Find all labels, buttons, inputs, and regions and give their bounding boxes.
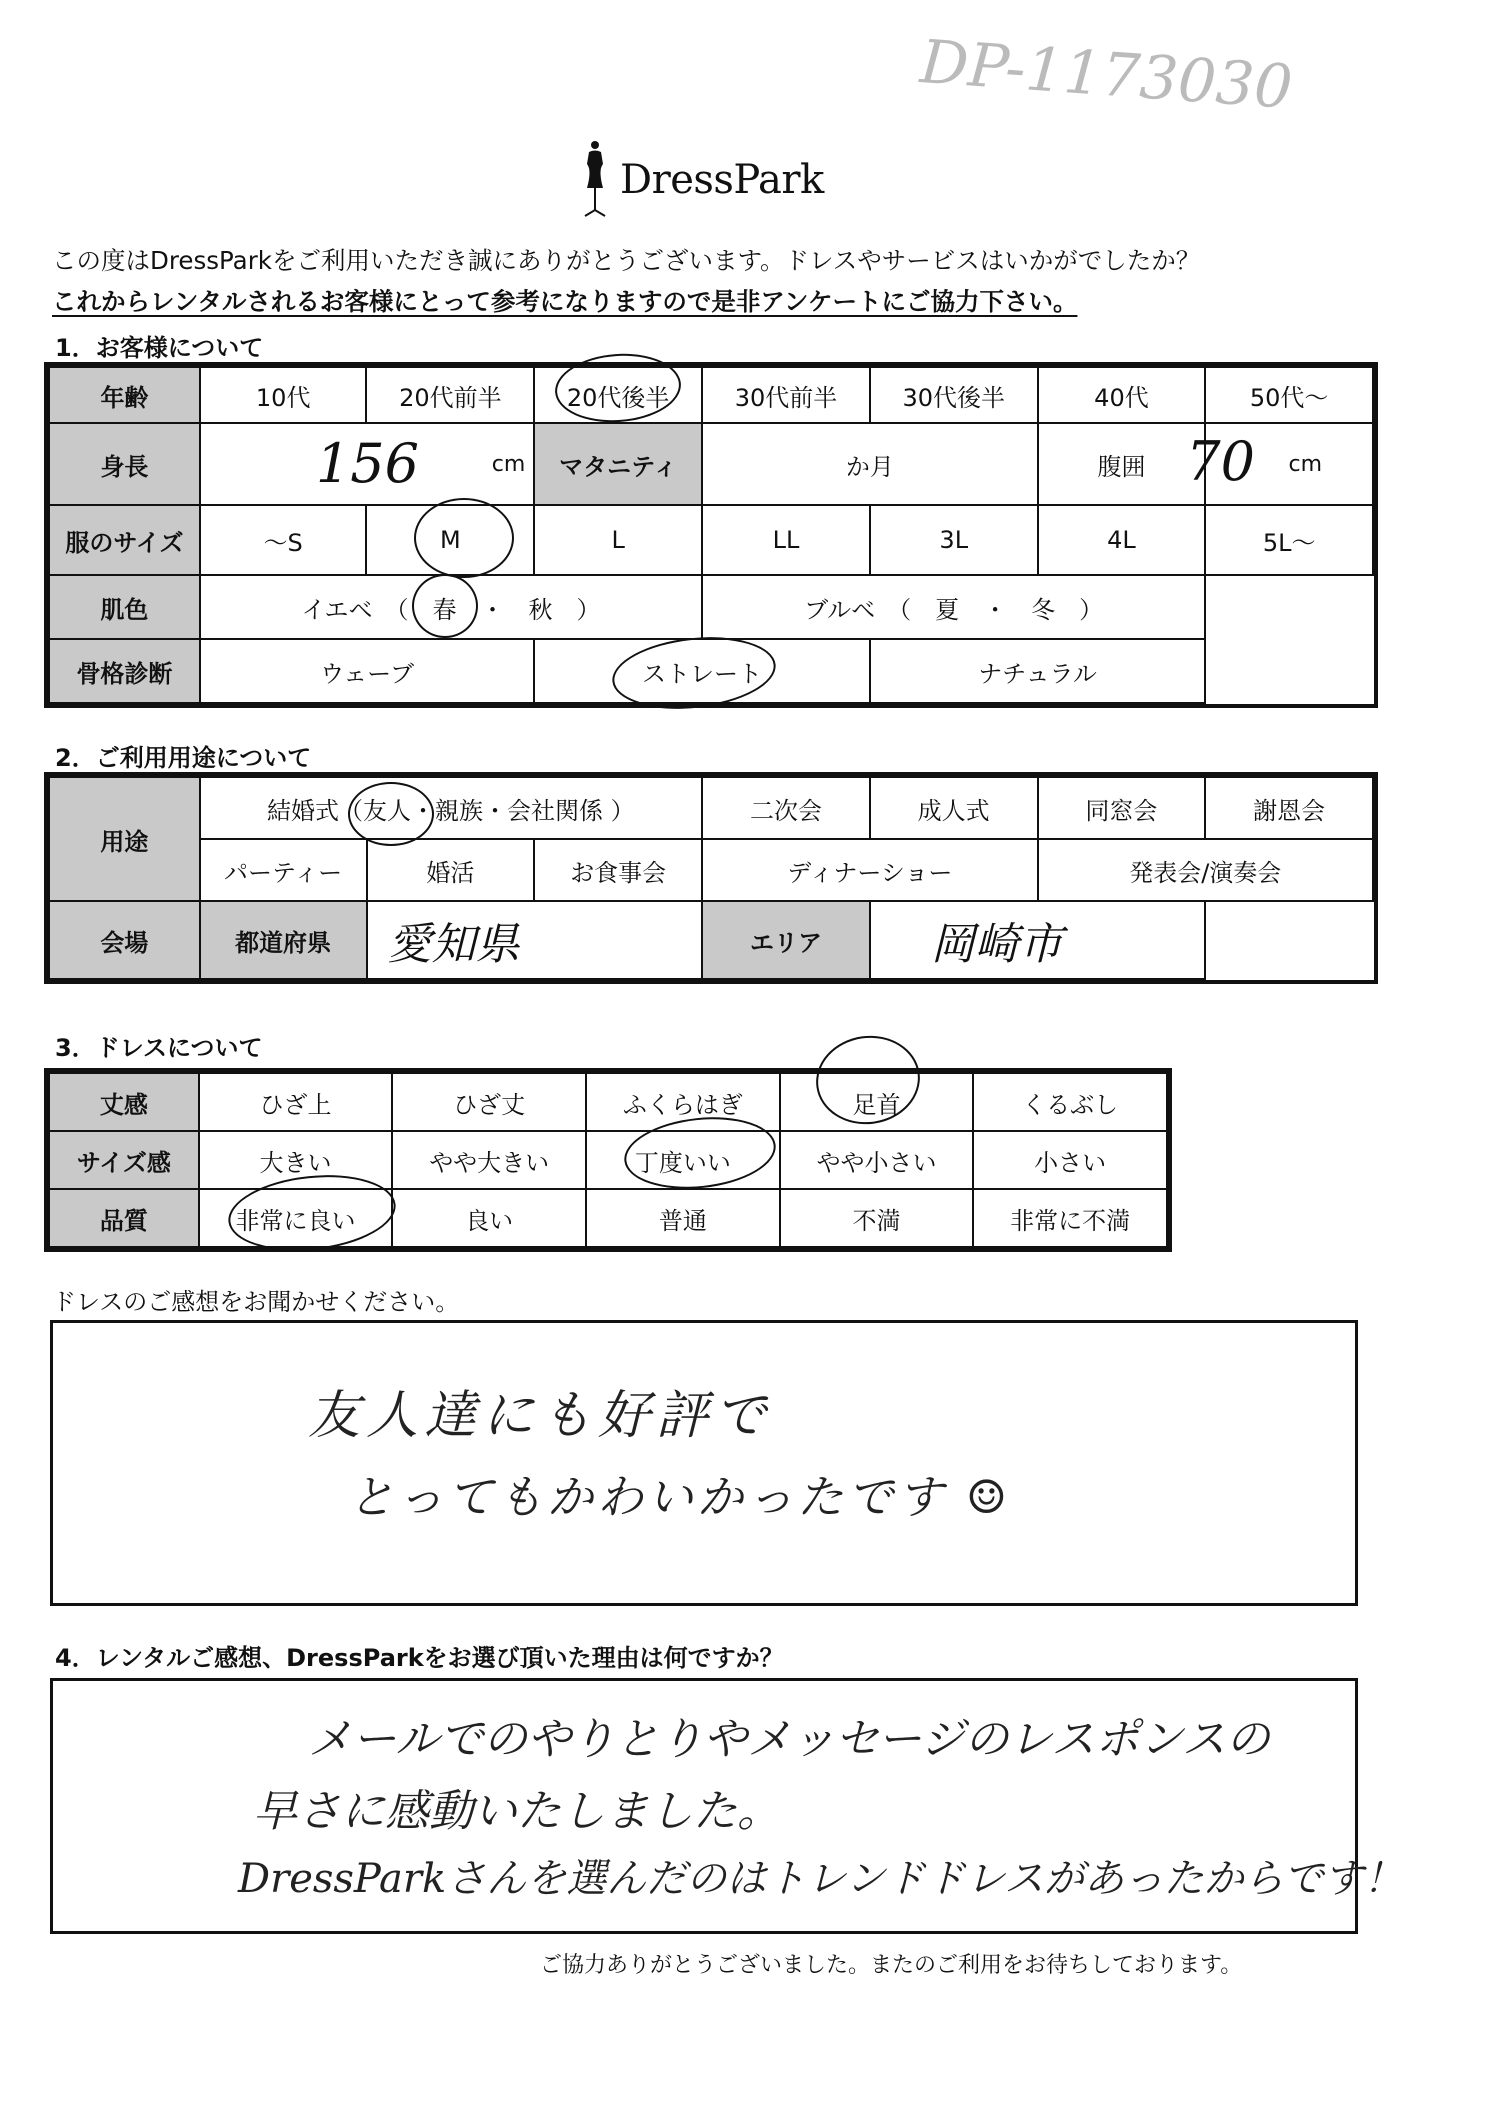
age-option[interactable]: 20代前半 <box>366 367 534 423</box>
waist-label: 腹囲 <box>1038 423 1206 505</box>
frame-label: 骨格診断 <box>49 639 200 703</box>
height-label: 身長 <box>49 423 200 505</box>
size-option[interactable]: 3L <box>870 505 1038 575</box>
purpose-option[interactable]: ディナーショー <box>702 839 1037 901</box>
skin-blue-option[interactable]: ブルベ （ 夏 ・ 冬 ） <box>702 575 1205 639</box>
skin-label: 肌色 <box>49 575 200 639</box>
purpose-option[interactable]: 成人式 <box>870 777 1038 839</box>
size-label: 服のサイズ <box>49 505 200 575</box>
purpose-wedding[interactable]: 結婚式（友人・親族・会社関係 ） <box>200 777 702 839</box>
size-option-selected[interactable]: M <box>366 505 534 575</box>
age-label: 年齢 <box>49 367 200 423</box>
frame-option[interactable]: ナチュラル <box>870 639 1205 703</box>
fit-option[interactable]: 大きい <box>199 1131 393 1189</box>
selection-circle <box>412 574 478 638</box>
purpose-option[interactable]: お食事会 <box>534 839 702 901</box>
size-row <box>49 505 1373 575</box>
purpose-option[interactable]: 婚活 <box>367 839 535 901</box>
size-option[interactable]: L <box>534 505 702 575</box>
height-unit: cm <box>491 452 526 477</box>
comment-prompt: ドレスのご感想をお聞かせください。 <box>52 1288 460 1316</box>
stamp-number: DP-1173030 <box>918 27 1295 123</box>
footer-thanks: ご協力ありがとうございました。またのご利用をお待ちしております。 <box>540 1953 1243 1978</box>
age-option[interactable]: 50代～ <box>1205 367 1373 423</box>
comment-line-1: 友人達にも好評で <box>308 1386 773 1446</box>
fit-option[interactable]: やや大きい <box>392 1131 586 1189</box>
area-label: エリア <box>702 901 870 979</box>
fit-label: サイズ感 <box>49 1131 199 1189</box>
venue-label: 会場 <box>49 901 200 979</box>
selection-circle <box>414 498 514 578</box>
length-option[interactable]: くるぶし <box>973 1073 1167 1131</box>
section3-title: 3．ドレスについて <box>55 1034 263 1062</box>
age-option[interactable]: 30代前半 <box>702 367 870 423</box>
brand-name: DressPark <box>620 157 824 203</box>
pref-field[interactable] <box>367 901 703 979</box>
quality-option[interactable]: 普通 <box>586 1189 780 1247</box>
age-option[interactable]: 10代 <box>200 367 367 423</box>
age-option-selected[interactable]: 20代後半 <box>534 367 702 423</box>
pref-label: 都道府県 <box>200 901 367 979</box>
quality-option-selected[interactable]: 非常に良い <box>199 1189 393 1247</box>
age-option[interactable]: 30代後半 <box>870 367 1038 423</box>
area-value: 岡崎市 <box>930 919 1063 970</box>
reason-answer-box[interactable] <box>50 1678 1404 1934</box>
answer-line-2: 早さに感動いたしました。 <box>253 1786 781 1837</box>
usage-table <box>48 776 1374 980</box>
size-option[interactable]: 4L <box>1038 505 1206 575</box>
dress-comment-box[interactable] <box>50 1320 1358 1606</box>
age-row <box>49 367 1373 423</box>
maternity-unit: か月 <box>845 452 894 481</box>
quality-option[interactable]: 不満 <box>780 1189 974 1247</box>
skin-row <box>49 575 1373 639</box>
section2-title: 2．ご利用用途について <box>55 744 312 772</box>
answer-line-1: メールでのやりとりやメッセージのレスポンスの <box>308 1714 1270 1765</box>
height-value: 156 <box>315 432 419 495</box>
section4-title: 4．レンタルご感想、DressParkをお選び頂いた理由は何ですか？ <box>55 1644 784 1672</box>
purpose-option[interactable]: 同窓会 <box>1038 777 1206 839</box>
fit-option[interactable]: 小さい <box>973 1131 1167 1189</box>
selection-circle <box>348 782 434 846</box>
size-option[interactable]: LL <box>702 505 870 575</box>
intro-line-2: これからレンタルされるお客様にとって参考になりますので是非アンケートにご協力下さい。 <box>52 287 1078 316</box>
quality-option[interactable]: 良い <box>392 1189 586 1247</box>
answer-line-3: DressParkさんを選んだのはトレンドドレスがあったからです！ <box>238 1856 1404 1902</box>
purpose-option[interactable]: パーティー <box>200 839 367 901</box>
maternity-label: マタニティ <box>534 423 702 505</box>
dress-table <box>48 1072 1168 1248</box>
purpose-option[interactable]: 謝恩会 <box>1205 777 1373 839</box>
height-row <box>49 423 1373 505</box>
dress-form-icon <box>580 140 610 220</box>
section1-title: 1．お客様について <box>55 334 264 362</box>
frame-option-selected[interactable]: ストレート <box>534 639 870 703</box>
skin-yellow-option[interactable]: イエベ （ 春 ・ 秋 ） <box>200 575 702 639</box>
pref-value: 愛知県 <box>387 919 520 970</box>
size-option[interactable]: 5L～ <box>1205 505 1373 575</box>
age-option[interactable]: 40代 <box>1038 367 1206 423</box>
maternity-field[interactable] <box>702 423 1038 505</box>
area-field[interactable] <box>870 901 1205 979</box>
waist-value: 70 <box>1186 430 1255 493</box>
waist-field[interactable] <box>1186 423 1373 505</box>
quality-option[interactable]: 非常に不満 <box>973 1189 1167 1247</box>
purpose-option[interactable]: 発表会/演奏会 <box>1038 839 1373 901</box>
height-field[interactable] <box>200 423 534 505</box>
brand-logo <box>580 140 824 220</box>
quality-label: 品質 <box>49 1189 199 1247</box>
frame-option[interactable]: ウェーブ <box>200 639 534 703</box>
fit-option[interactable]: やや小さい <box>780 1131 974 1189</box>
length-option[interactable]: ふくらはぎ <box>586 1073 780 1131</box>
length-label: 丈感 <box>49 1073 199 1131</box>
length-option-selected[interactable]: 足首 <box>780 1073 974 1131</box>
length-option[interactable]: ひざ上 <box>199 1073 393 1131</box>
purpose-option[interactable]: 二次会 <box>702 777 870 839</box>
purpose-label: 用途 <box>49 777 200 901</box>
intro-line-1: この度はDressParkをご利用いただき誠にありがとうございます。ドレスやサービスはいかがでしたか？ <box>52 246 1201 275</box>
comment-line-2: とってもかわいかったです ☺ <box>348 1470 1011 1524</box>
waist-unit: cm <box>1288 452 1322 477</box>
fit-option-selected[interactable]: 丁度いい <box>586 1131 780 1189</box>
size-option[interactable]: ～S <box>200 505 367 575</box>
length-option[interactable]: ひざ丈 <box>392 1073 586 1131</box>
